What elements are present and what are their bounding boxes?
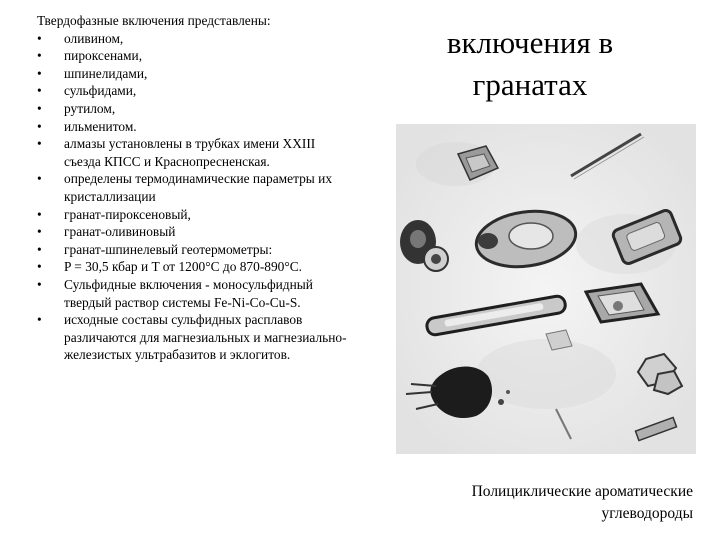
bullet-item: • гранат-оливиновый [37,223,352,241]
bullet-item: • P = 30,5 кбар и T от 1200°C до 870-890°C. [37,258,352,276]
bullet-item: • гранат-шпинелевый геотермометры: [37,241,352,259]
bullet-list [37,30,352,364]
bullet-item: • сульфидами, [37,82,352,100]
slide-title: включения в гранатах [446,25,614,102]
bullet-item: • рутилом, [37,100,352,118]
bullet-item: • алмазы установлены в трубках имени XXIII съезда КПСС и Краснопресненская. [37,135,352,170]
bullet-item: • ильменитом. [37,118,352,136]
bullet-item: • Сульфидные включения - моносульфидный твердый раствор системы Fe-Ni-Co-Cu-S. [37,276,352,311]
intro-text: Твердофазные включения представлены: [37,13,271,28]
inclusions-micrograph [396,124,696,454]
bullet-item: • исходные составы сульфидных расплавов различаются для магнезиальных и магнезиально-железистых ультрабазитов и эклогитов. [37,311,352,364]
text-column [37,12,352,364]
photo-caption: Полициклические ароматические углеводороды [471,483,693,522]
bullet-item: • определены термодинамические параметры их кристаллизации [37,170,352,205]
bullet-item: • оливином, [37,30,352,48]
bullet-item: • пироксенами, [37,47,352,65]
bullet-item: • шпинелидами, [37,65,352,83]
bullet-item: • гранат-пироксеновый, [37,206,352,224]
